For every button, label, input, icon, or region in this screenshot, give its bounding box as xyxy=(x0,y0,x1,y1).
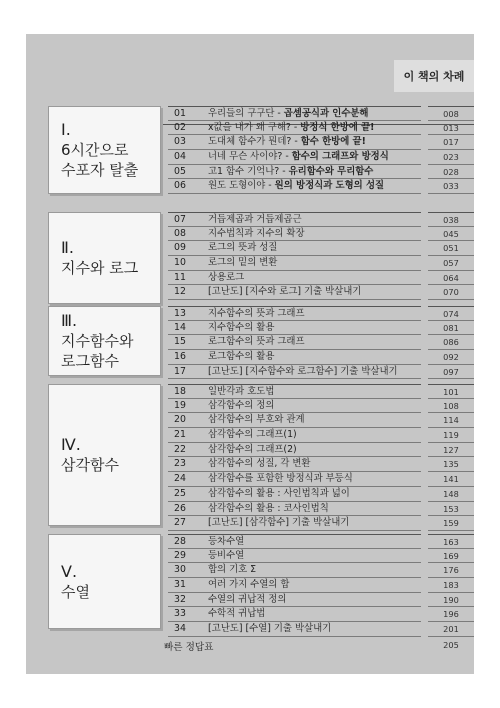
toc-row[interactable] xyxy=(168,622,421,637)
section-number: 01 xyxy=(174,108,186,119)
section-number: 25 xyxy=(174,487,186,499)
section-number: 16 xyxy=(174,351,186,363)
section-number: 18 xyxy=(174,386,186,397)
section-subtitle: 방정식 한방에 끝! xyxy=(300,121,375,133)
toc-row[interactable] xyxy=(168,399,421,414)
toc-row[interactable] xyxy=(168,256,421,271)
page-number: 086 xyxy=(428,335,474,350)
toc-row[interactable] xyxy=(168,563,421,578)
page-number: 013 xyxy=(428,121,474,136)
section-title: 로그의 밑의 변환 xyxy=(208,257,278,269)
page-number: 159 xyxy=(428,516,474,531)
page-number: 038 xyxy=(428,212,474,227)
section-title: 삼각함수의 그래프(2) xyxy=(208,443,297,455)
page-number: 097 xyxy=(428,365,474,380)
section-number: 33 xyxy=(174,608,186,620)
section-title: 삼각함수의 정의 xyxy=(208,399,275,411)
section-number: 34 xyxy=(174,623,186,635)
page-number: 196 xyxy=(428,607,474,622)
section-title: 상용로그 xyxy=(208,271,245,283)
page-column xyxy=(428,534,474,637)
page-number: 201 xyxy=(428,622,474,637)
section-number: 23 xyxy=(174,458,186,470)
section-number: 04 xyxy=(174,151,186,163)
toc-row[interactable] xyxy=(168,428,421,443)
chapter-name: 삼각함수 xyxy=(61,456,119,474)
page-number: 033 xyxy=(428,179,474,194)
answer-key-page: 205 xyxy=(443,640,459,650)
section-title: 삼각함수의 활용 : 코사인법칙 xyxy=(208,502,329,514)
section-list xyxy=(168,534,421,637)
section-number: 14 xyxy=(174,321,186,333)
page-number: 135 xyxy=(428,457,474,472)
section-number: 21 xyxy=(174,429,186,441)
chapter-number: Ⅰ. xyxy=(61,120,71,139)
chapter-box xyxy=(48,106,161,194)
section-number: 15 xyxy=(174,336,186,348)
page-number: 017 xyxy=(428,135,474,150)
section-subtitle: 함수의 그래프와 방정식 xyxy=(291,151,389,163)
section-subtitle: 함수 한방에 끝! xyxy=(300,136,366,148)
chapter-box xyxy=(48,534,161,629)
toc-row[interactable] xyxy=(168,384,421,399)
section-title: 삼각함수의 활용 : 사인법칙과 넓이 xyxy=(208,487,350,499)
chapter-name: 6시간으로 수포자 탈출 xyxy=(61,141,139,179)
section-title: 삼각함수를 포함한 방정식과 부등식 xyxy=(208,473,353,485)
toc-row[interactable] xyxy=(168,306,421,321)
page-number: 190 xyxy=(428,593,474,608)
chapter-number: Ⅲ. xyxy=(61,311,78,330)
section-subtitle: 유리함수와 무리함수 xyxy=(288,165,374,177)
section-number: 29 xyxy=(174,549,186,561)
section-list xyxy=(168,384,421,531)
toc-row[interactable] xyxy=(168,443,421,458)
toc-row[interactable] xyxy=(168,212,421,227)
section-title: 일반각과 호도법 xyxy=(208,386,275,397)
page-number: 119 xyxy=(428,428,474,443)
page-number: 183 xyxy=(428,578,474,593)
page-number: 028 xyxy=(428,165,474,180)
toc-row[interactable] xyxy=(168,150,421,165)
page-number: 045 xyxy=(428,227,474,242)
section-number: 30 xyxy=(174,564,186,576)
section-title: 합의 기호 Σ xyxy=(208,564,257,576)
toc-row[interactable] xyxy=(168,607,421,622)
toc-row[interactable] xyxy=(168,593,421,608)
page-number: 176 xyxy=(428,563,474,578)
section-number: 05 xyxy=(174,165,186,177)
section-number: 26 xyxy=(174,502,186,514)
section-title: 삼각함수의 그래프(1) xyxy=(208,429,297,441)
section-number: 27 xyxy=(174,517,186,529)
section-title: 삼각함수의 부호와 관계 xyxy=(208,414,305,426)
section-list xyxy=(168,106,421,194)
toc-row[interactable] xyxy=(168,578,421,593)
page-column xyxy=(428,384,474,531)
section-number: 03 xyxy=(174,136,186,148)
section-number: 02 xyxy=(174,121,186,133)
section-title: 여러 가지 수열의 합 xyxy=(208,579,290,591)
chapter-number: Ⅴ. xyxy=(61,561,78,581)
toc-row[interactable] xyxy=(168,457,421,472)
section-list xyxy=(168,306,421,379)
page-number: 153 xyxy=(428,502,474,517)
section-number: 11 xyxy=(174,271,186,283)
page-number: 064 xyxy=(428,271,474,286)
page-number: 023 xyxy=(428,150,474,165)
chapter-box xyxy=(48,212,161,304)
page-column xyxy=(428,306,474,379)
section-number: 09 xyxy=(174,242,186,254)
section-title: 우리들의 구구단 - 곱셈공식과 인수분해 xyxy=(208,108,369,119)
section-title: [고난도] [지수함수와 로그함수] 기출 박살내기 xyxy=(208,365,398,377)
section-title: [고난도] [삼각함수] 기출 박살내기 xyxy=(208,517,350,529)
section-number: 13 xyxy=(174,308,186,319)
toc-row[interactable] xyxy=(168,472,421,487)
toc-row[interactable] xyxy=(168,121,421,136)
section-list xyxy=(168,212,421,300)
section-number: 19 xyxy=(174,399,186,411)
toc-row[interactable] xyxy=(168,165,421,180)
toc-row[interactable] xyxy=(168,241,421,256)
page-number: 081 xyxy=(428,321,474,336)
page-number: 169 xyxy=(428,549,474,564)
section-number: 22 xyxy=(174,443,186,455)
page-number: 074 xyxy=(428,306,474,321)
page-number: 057 xyxy=(428,256,474,271)
page-number: 101 xyxy=(428,384,474,399)
chapter-name: 지수함수와 로그함수 xyxy=(61,332,134,370)
toc-row[interactable] xyxy=(168,271,421,286)
answer-key-label: 빠른 정답표 xyxy=(164,642,214,653)
page-column xyxy=(428,212,474,300)
section-title: 로그함수의 활용 xyxy=(208,351,275,363)
section-title: 지수법칙과 지수의 확장 xyxy=(208,227,305,239)
section-title: 너네 무슨 사이야? - 함수의 그래프와 방정식 xyxy=(208,151,389,163)
chapter-number: Ⅱ. xyxy=(61,238,74,257)
page-number: 141 xyxy=(428,472,474,487)
section-title: 원도 도형이야 - 원의 방정식과 도형의 성질 xyxy=(208,180,385,192)
section-number: 06 xyxy=(174,180,186,192)
toc-row[interactable] xyxy=(168,534,421,549)
section-title: 등차수열 xyxy=(208,536,245,547)
toc-row[interactable] xyxy=(168,285,421,300)
section-number: 32 xyxy=(174,593,186,605)
section-subtitle: 원의 방정식과 도형의 성질 xyxy=(274,180,385,192)
toc-row[interactable] xyxy=(168,135,421,150)
section-number: 10 xyxy=(174,257,186,269)
toc-row[interactable] xyxy=(168,106,421,121)
section-title: 지수함수의 뜻과 그래프 xyxy=(208,308,305,319)
chapter-number: Ⅳ. xyxy=(61,435,81,454)
toc-row[interactable] xyxy=(168,227,421,242)
section-number: 08 xyxy=(174,227,186,239)
toc-row[interactable] xyxy=(168,487,421,502)
section-title: 로그함수의 뜻과 그래프 xyxy=(208,336,305,348)
toc-row[interactable] xyxy=(168,413,421,428)
section-number: 28 xyxy=(174,536,186,547)
toc-title: 이 책의 차례 xyxy=(394,60,474,92)
page-number: 092 xyxy=(428,350,474,365)
page-number: 108 xyxy=(428,399,474,414)
page-number: 127 xyxy=(428,443,474,458)
toc-row[interactable] xyxy=(168,516,421,531)
section-title: 로그의 뜻과 성질 xyxy=(208,242,278,254)
page-number: 114 xyxy=(428,413,474,428)
page-number: 051 xyxy=(428,241,474,256)
page-number: 008 xyxy=(428,106,474,121)
toc-page xyxy=(26,34,474,674)
toc-row[interactable] xyxy=(168,549,421,564)
section-number: 07 xyxy=(174,214,186,225)
section-number: 31 xyxy=(174,579,186,591)
page-column xyxy=(428,106,474,194)
section-title: 수열의 귀납적 정의 xyxy=(208,593,287,605)
chapter-box xyxy=(48,384,161,526)
section-title: 수학적 귀납법 xyxy=(208,608,266,620)
section-title: 거듭제곱과 거듭제곱근 xyxy=(208,214,302,225)
section-number: 12 xyxy=(174,286,186,298)
chapter-box xyxy=(48,306,161,376)
section-title: 삼각함수의 성질, 각 변환 xyxy=(208,458,311,470)
page-number: 070 xyxy=(428,285,474,300)
section-title: 도대체 함수가 뭔데? - 함수 한방에 끝! xyxy=(208,136,366,148)
toc-row[interactable] xyxy=(168,335,421,350)
page-number: 148 xyxy=(428,487,474,502)
section-number: 20 xyxy=(174,414,186,426)
section-title: x값을 내가 왜 구해? - 방정식 한방에 끝! xyxy=(208,121,375,133)
toc-row[interactable] xyxy=(168,365,421,380)
section-title: [고난도] [지수와 로그] 기출 박살내기 xyxy=(208,286,362,298)
toc-row[interactable] xyxy=(168,350,421,365)
page-number: 163 xyxy=(428,534,474,549)
toc-row[interactable] xyxy=(168,179,421,194)
section-title: [고난도] [수열] 기출 박살내기 xyxy=(208,623,332,635)
toc-row[interactable] xyxy=(168,321,421,336)
chapter-name: 지수와 로그 xyxy=(61,259,139,277)
section-title: 고1 함수 기억나? - 유리함수와 무리함수 xyxy=(208,165,374,177)
section-subtitle: 곱셈공식과 인수분해 xyxy=(283,108,369,119)
section-title: 등비수열 xyxy=(208,549,245,561)
section-number: 24 xyxy=(174,473,186,485)
section-title: 지수함수의 활용 xyxy=(208,321,275,333)
chapter-name: 수열 xyxy=(61,582,90,601)
section-number: 17 xyxy=(174,365,186,377)
toc-row[interactable] xyxy=(168,502,421,517)
